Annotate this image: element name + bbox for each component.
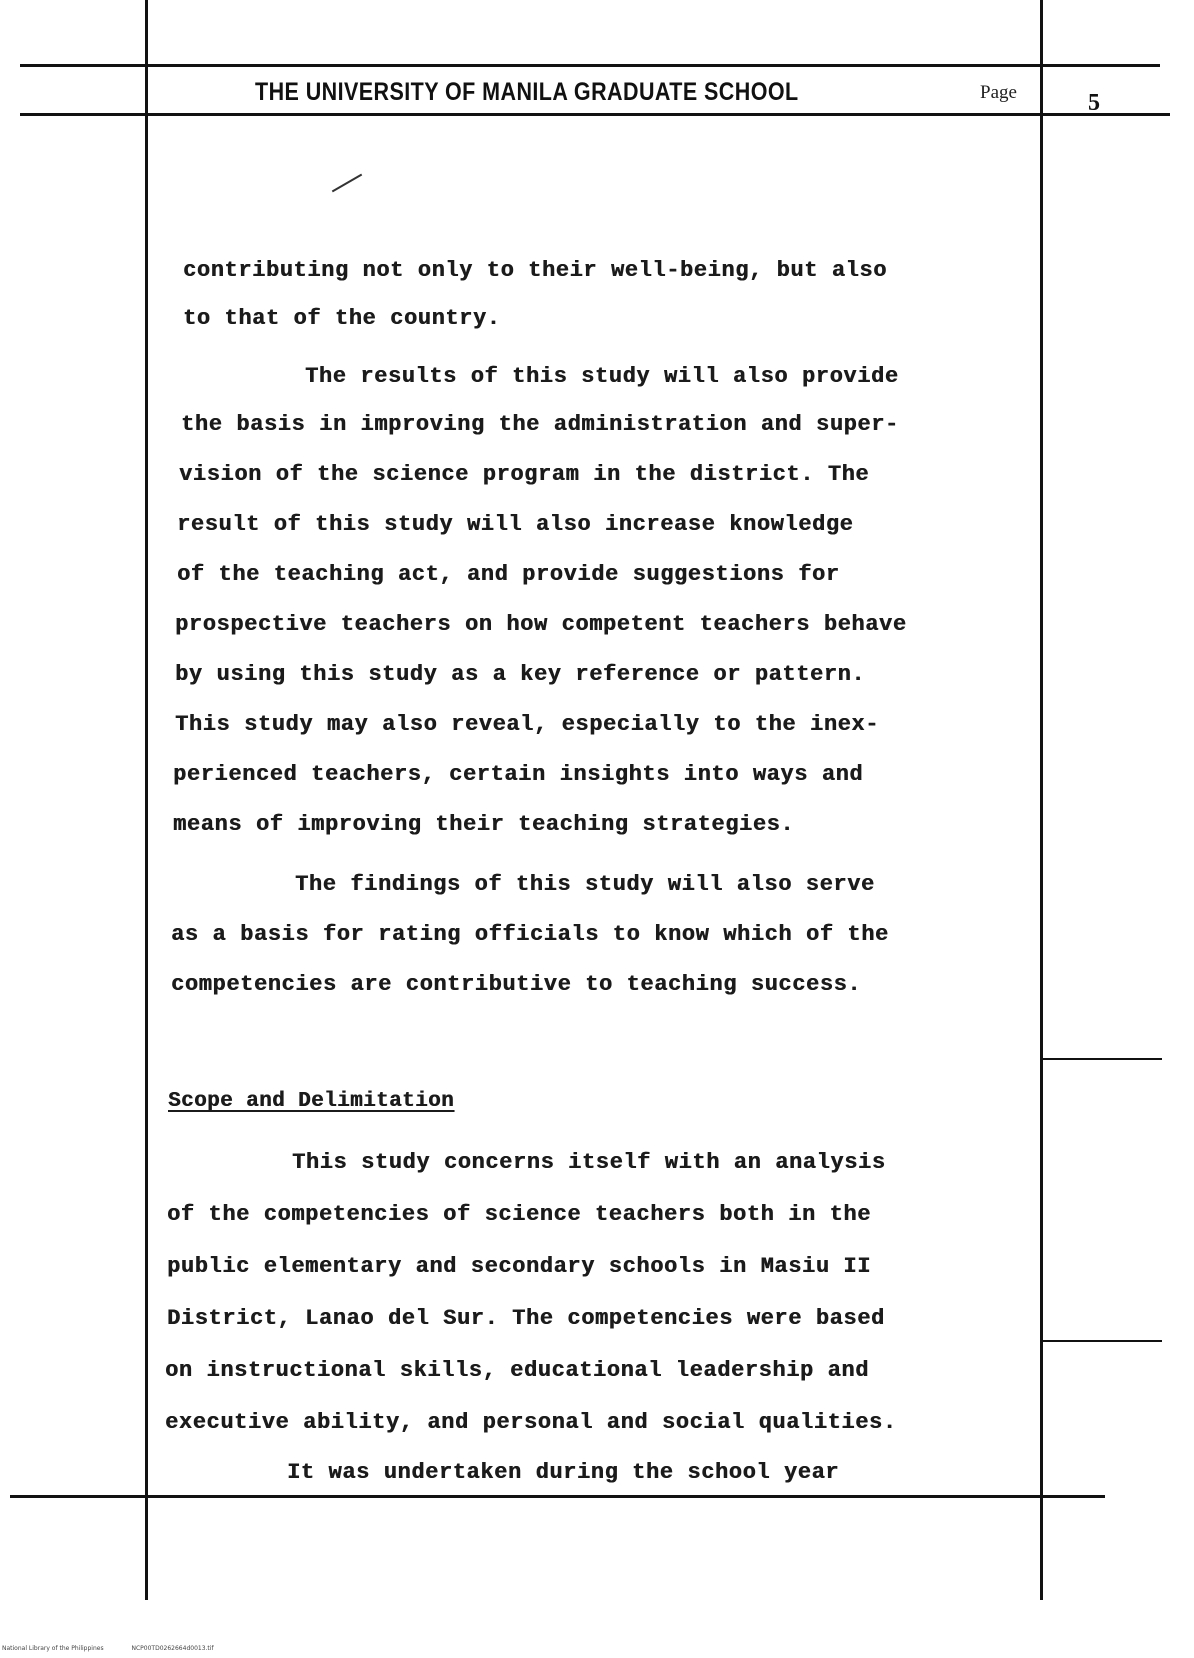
text-line: on instructional skills, educational leadership and: [165, 1358, 869, 1383]
text-line: public elementary and secondary schools in Masiu II: [167, 1254, 871, 1279]
text-line: This study may also reveal, especially to the inex-: [175, 712, 879, 737]
right-column-rule-1: [1040, 1058, 1162, 1060]
text-line: result of this study will also increase knowledge: [177, 512, 854, 537]
text-line: by using this study as a key reference or pattern.: [175, 662, 866, 687]
section-heading: Scope and Delimitation: [168, 1090, 455, 1113]
text-line: vision of the science program in the district. The: [179, 462, 870, 487]
scan-file: NCP00TD0262664d0013.tif: [131, 1645, 214, 1652]
footer-rule: [10, 1495, 1105, 1498]
text-line: of the competencies of science teachers both in the: [167, 1202, 871, 1227]
text-line: to that of the country.: [183, 306, 501, 331]
text-line: The findings of this study will also serve: [295, 872, 875, 897]
text-line: competencies are contributive to teaching success.: [171, 972, 862, 997]
right-margin-rule: [1040, 0, 1043, 1600]
text-line: means of improving their teaching strategies.: [173, 812, 795, 837]
text-line: This study concerns itself with an analysis: [292, 1150, 886, 1175]
text-line: District, Lanao del Sur. The competencies were based: [167, 1306, 885, 1331]
scan-footer: [2, 1645, 240, 1652]
header-top-rule: [20, 64, 1160, 67]
text-line: The results of this study will also provide: [305, 364, 899, 389]
text-line: the basis in improving the administration and super-: [181, 412, 899, 437]
text-line: contributing not only to their well-being, but also: [183, 258, 887, 283]
scan-source: National Library of the Philippines: [2, 1645, 104, 1652]
pencil-tick-mark: [332, 174, 362, 193]
text-line: prospective teachers on how competent teachers behave: [175, 612, 907, 637]
header-bottom-rule: [20, 113, 1170, 116]
page-number: 5: [1088, 90, 1100, 116]
text-line: as a basis for rating officials to know which of the: [171, 922, 889, 947]
left-margin-rule: [145, 0, 148, 1600]
page-title: THE UNIVERSITY OF MANILA GRADUATE SCHOOL: [255, 78, 799, 106]
text-line: of the teaching act, and provide suggestions for: [177, 562, 840, 587]
right-column-rule-2: [1040, 1340, 1162, 1342]
page-label: Page: [980, 82, 1017, 103]
text-line: It was undertaken during the school year: [287, 1460, 840, 1485]
text-line: perienced teachers, certain insights into ways and: [173, 762, 864, 787]
text-line: executive ability, and personal and social qualities.: [165, 1410, 897, 1435]
